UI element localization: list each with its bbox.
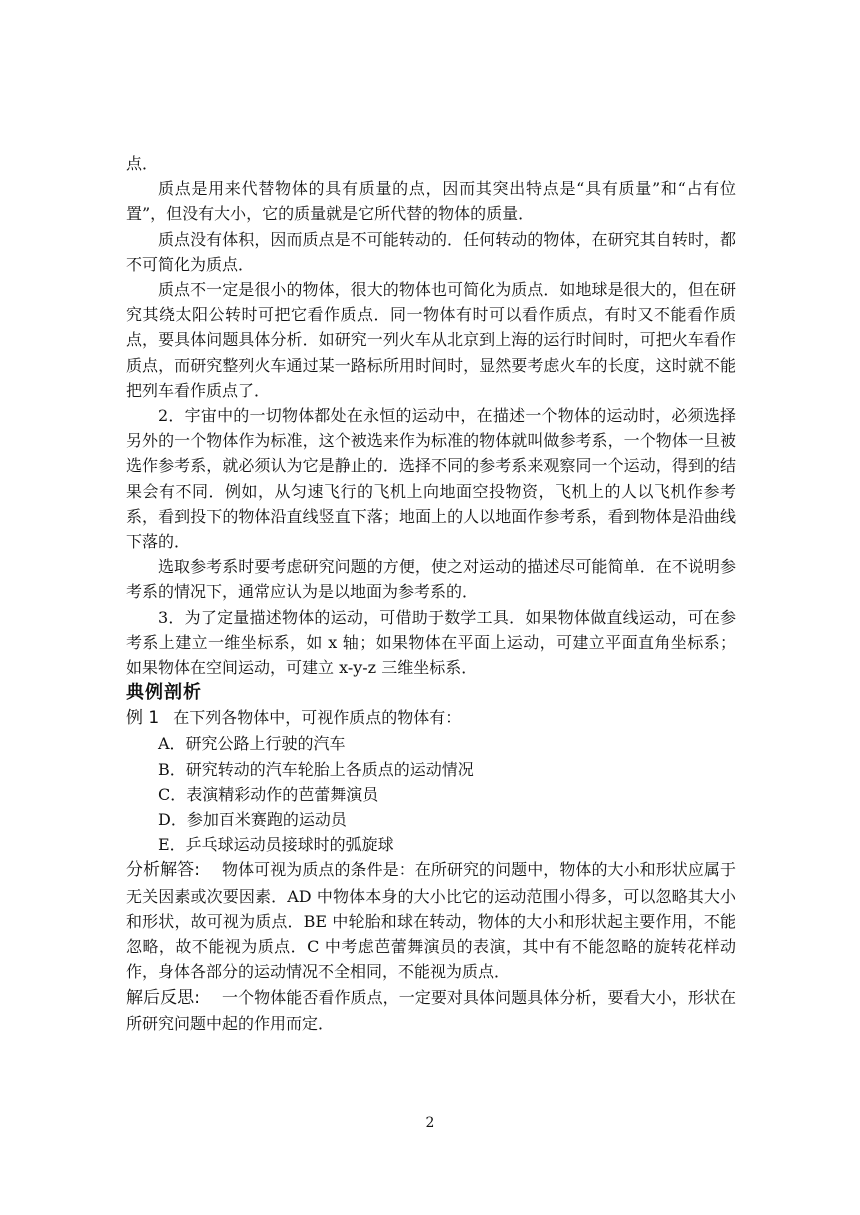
analysis-text: 物体可视为质点的条件是：在所研究的问题中，物体的大小和形状应属于无关因素或次要因素．AD 中物体本身的大小比它的运动范围小得多，可以忽略其大小和形状，故可视为质点．BE 中轮胎和球在转动，物体的大小和形状起主要作用，不能忽略，故不能视为质点．C 中考虑芭蕾舞演员的表演，其中有不能忽略的旋转花样动作，身体各部分的运动情况不全相同，不能视为质点． xyxy=(126,860,736,982)
paragraph-reference-frame: 2．宇宙中的一切物体都处在永恒的运动中，在描述一个物体的运动时，必须选择另外的一个物体作为标准，这个被选来作为标准的物体就叫做参考系，一个物体一旦被选作参考系，就必须认为它是静止的．选择不同的参考系来观察同一个运动，得到的结果会有不同．例如，从匀速飞行的飞机上向地面空投物资，飞机上的人以飞机作参考系，看到投下的物体沿直线竖直下落；地面上的人以地面作参考系，看到物体是沿曲线下落的． xyxy=(126,406,736,552)
answer-options xyxy=(126,731,736,857)
page-content xyxy=(126,151,736,1036)
reflection-paragraph xyxy=(126,985,736,1036)
reflection-label: 解后反思: xyxy=(126,987,200,1008)
analysis-paragraph xyxy=(126,857,736,984)
option-c: C．表演精彩动作的芭蕾舞演员 xyxy=(158,784,379,804)
option-a: A．研究公路上行驶的汽车 xyxy=(158,734,346,754)
section-title: 典例剖析 xyxy=(126,682,202,704)
example-question-text: 在下列各物体中，可视作质点的物体有： xyxy=(173,708,462,728)
page-number: 2 xyxy=(425,1115,435,1131)
example-label: 例 1 xyxy=(126,708,160,729)
paragraph-mass-point-definition: 质点是用来代替物体的具有质量的点，因而其突出特点是“具有质量”和“占有位置”，但没有大小，它的质量就是它所代替的物体的质量． xyxy=(126,179,736,224)
option-b: B．研究转动的汽车轮胎上各质点的运动情况 xyxy=(158,759,474,779)
analysis-label: 分析解答: xyxy=(126,860,200,881)
reflection-text: 一个物体能否看作质点，一定要对具体问题具体分析，要看大小，形状在所研究问题中起的作用而定． xyxy=(126,987,736,1033)
paragraph-continuation: 点． xyxy=(126,154,159,173)
paragraph-no-rotation: 质点没有体积，因而质点是不可能转动的．任何转动的物体，在研究其自转时，都不可简化为质点． xyxy=(126,229,736,274)
option-d: D．参加百米赛跑的运动员 xyxy=(158,810,347,830)
paragraph-choose-reference: 选取参考系时要考虑研究问题的方便，使之对运动的描述尽可能简单．在不说明参考系的情况下，通常应认为是以地面为参考系的． xyxy=(126,557,736,602)
example-question xyxy=(126,705,736,731)
paragraph-coordinate-system: 3．为了定量描述物体的运动，可借助于数学工具．如果物体做直线运动，可在参考系上建立一维坐标系，如 x 轴；如果物体在平面上运动，可建立平面直角坐标系；如果物体在空间运动，可建立 x-y-z 三维坐标系． xyxy=(126,607,736,678)
option-e: E．乒乓球运动员接球时的弧旋球 xyxy=(158,835,394,855)
paragraph-size-not-deciding: 质点不一定是很小的物体，很大的物体也可简化为质点．如地球是很大的，但在研究其绕太阳公转时可把它看作质点．同一物体有时可以看作质点，有时又不能看作质点，要具体问题具体分析．如研究一列火车从北京到上海的运行时间时，可把火车看作质点，而研究整列火车通过某一路标所用时间时，显然要考虑火车的长度，这时就不能把列车看作质点了． xyxy=(126,280,736,400)
